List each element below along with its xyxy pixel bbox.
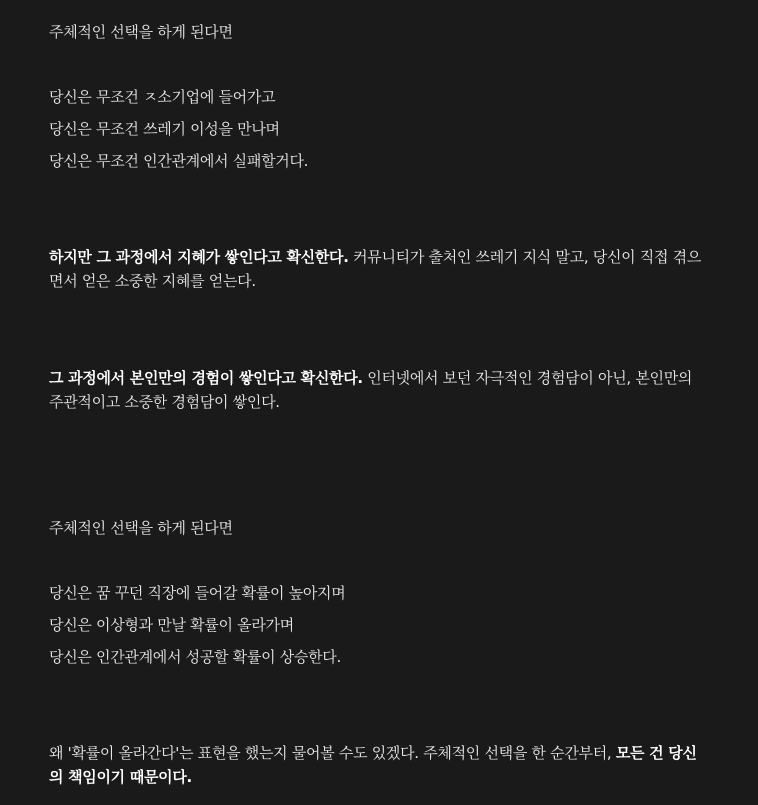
section2-line-1: 당신은 꿈 꾸던 직장에 들어갈 확률이 높아지며 [49,584,346,602]
paragraph-experience-bold: 그 과정에서 본인만의 경험이 쌓인다고 확신한다. [49,369,363,387]
paragraph-experience [49,366,709,414]
section1-heading: 주체적인 선택을 하게 된다면 [49,23,233,41]
paragraph-wisdom-text: 커뮤니티가 출처인 쓰레기 지식 말고, 당신이 직접 겪으면서 얻은 소중한 지혜를 얻는다. [49,248,702,290]
paragraph-responsibility [49,741,709,789]
section2-line-3: 당신은 인간관계에서 성공할 확률이 상승한다. [49,648,341,666]
paragraph-responsibility-bold: 모든 건 당신의 책임이기 때문이다. [49,744,697,786]
paragraph-experience-text: 인터넷에서 보던 자극적인 경험담이 아닌, 본인만의 주관적이고 소중한 경험담이 쌓인다. [49,369,693,411]
section1-line-2: 당신은 무조건 쓰레기 이성을 만나며 [49,120,280,138]
section2-line-2: 당신은 이상형과 만날 확률이 올라가며 [49,616,294,634]
paragraph-wisdom [49,245,709,293]
paragraph-responsibility-text: 왜 '확률이 올라간다'는 표현을 했는지 물어볼 수도 있겠다. 주체적인 선택을 한 순간부터, [49,744,616,762]
section1-line-3: 당신은 무조건 인간관계에서 실패할거다. [49,152,309,170]
section2-heading: 주체적인 선택을 하게 된다면 [49,519,233,537]
section1-line-1: 당신은 무조건 ㅈ소기업에 들어가고 [49,88,276,106]
paragraph-wisdom-bold: 하지만 그 과정에서 지혜가 쌓인다고 확신한다. [49,248,349,266]
